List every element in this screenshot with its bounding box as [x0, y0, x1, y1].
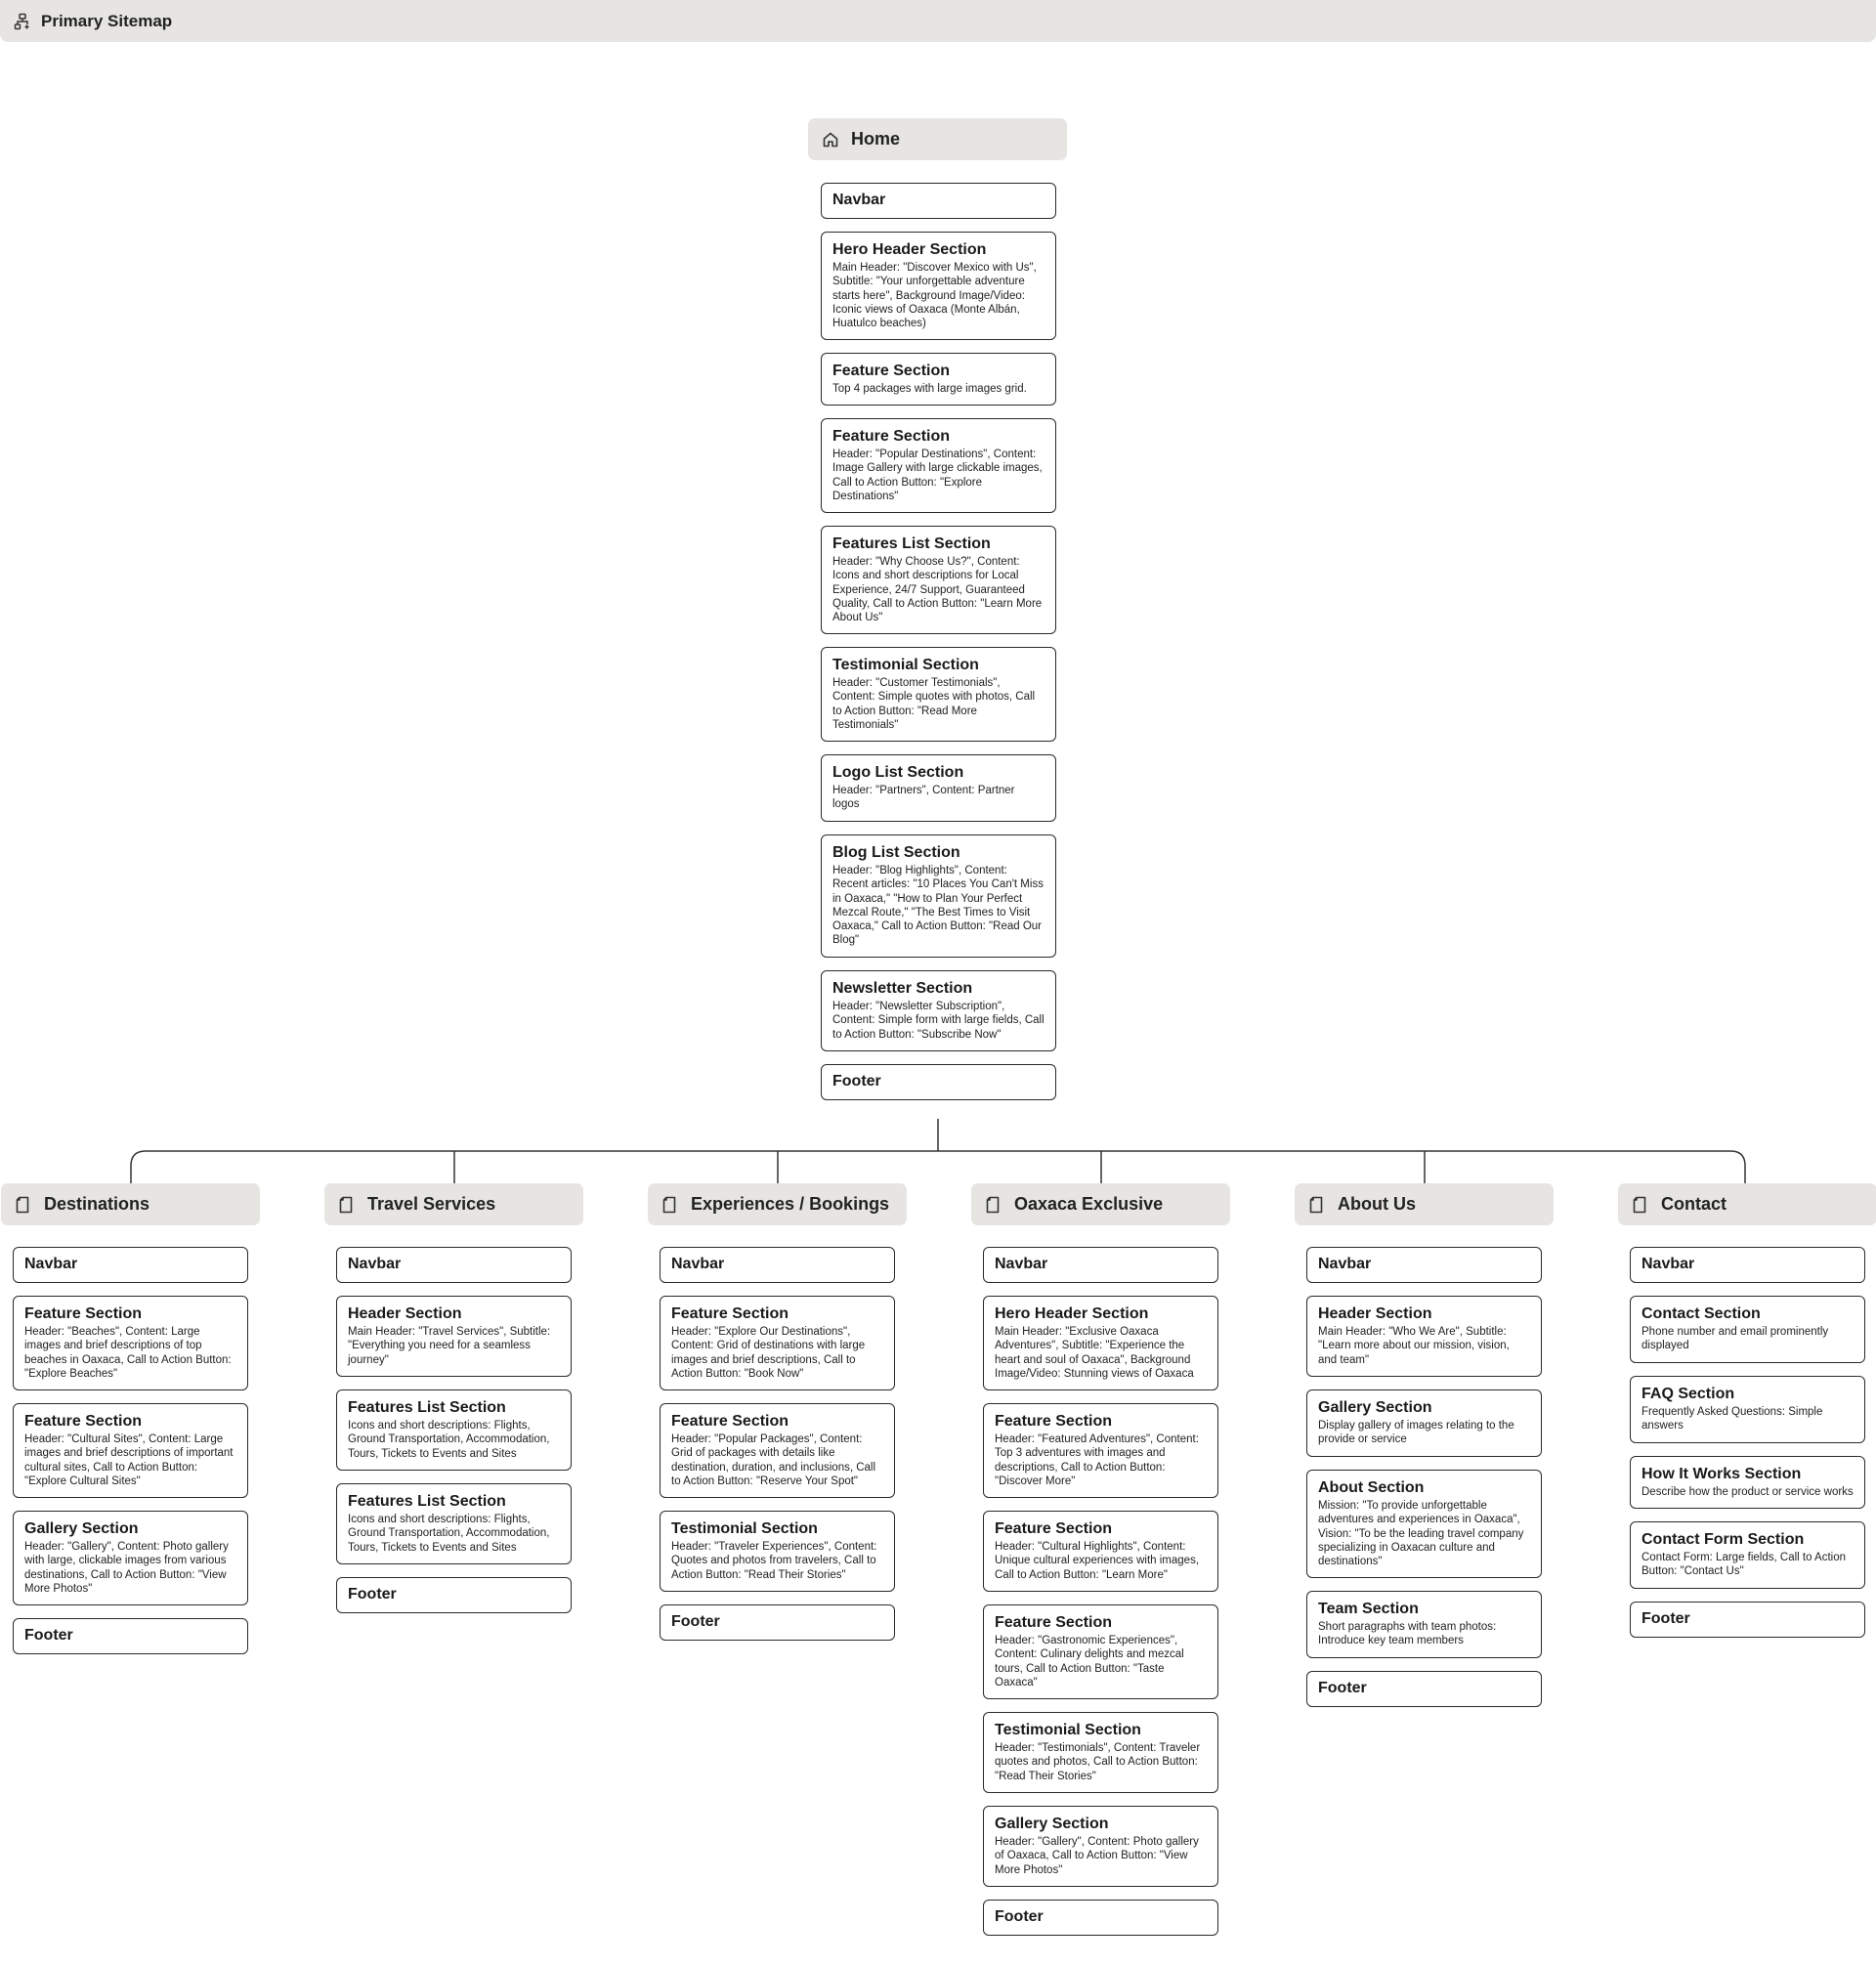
section-card[interactable]: [821, 1064, 1056, 1100]
section-title: Feature Section: [832, 363, 951, 379]
section-card[interactable]: [1306, 1671, 1542, 1707]
section-title: Navbar: [348, 1256, 402, 1272]
section-card[interactable]: [983, 1712, 1218, 1793]
section-description: Header: "Gallery", Content: Photo gallery of Oaxaca, Call to Action Button: "View More Photos": [995, 1836, 1199, 1876]
section-title: Gallery Section: [995, 1816, 1109, 1832]
section-card[interactable]: [983, 1900, 1218, 1936]
page-header-experiences-bookings[interactable]: [648, 1183, 907, 1225]
section-description: Phone number and email prominently displayed: [1642, 1326, 1829, 1352]
page-header-about-us[interactable]: [1295, 1183, 1554, 1225]
section-description: Header: "Partners", Content: Partner logos: [832, 785, 1015, 811]
section-card[interactable]: [13, 1296, 248, 1390]
section-title: Gallery Section: [24, 1520, 139, 1537]
section-title: Hero Header Section: [995, 1305, 1149, 1322]
page-icon: [15, 1196, 32, 1214]
section-card[interactable]: [1630, 1521, 1865, 1589]
section-title: Footer: [671, 1613, 720, 1630]
section-description: Header: "Testimonials", Content: Traveler quotes and photos, Call to Action Button: "Read Their Stories": [995, 1742, 1201, 1782]
section-title: Feature Section: [671, 1305, 789, 1322]
section-card[interactable]: [660, 1247, 895, 1283]
section-card[interactable]: [660, 1296, 895, 1390]
page-icon: [1308, 1196, 1326, 1214]
sitemap-title: Primary Sitemap: [41, 11, 173, 30]
section-title: Newsletter Section: [832, 980, 973, 997]
section-title: Testimonial Section: [832, 657, 979, 673]
section-card[interactable]: [336, 1577, 572, 1613]
section-title: Feature Section: [671, 1413, 789, 1430]
section-card[interactable]: [821, 232, 1056, 340]
section-card[interactable]: [821, 183, 1056, 219]
section-card[interactable]: [821, 754, 1056, 822]
section-description: Header: "Blog Highlights", Content: Recent articles: "10 Places You Can't Miss in Oaxaca," "How to Plan Your Perfect Mezcal Route," "The Best Times to Visit Oaxaca," Call to Action Button: "Read Our Blog": [832, 865, 1044, 947]
section-title: Navbar: [671, 1256, 725, 1272]
section-title: Header Section: [1318, 1305, 1432, 1322]
section-title: Footer: [24, 1627, 73, 1644]
section-title: Feature Section: [995, 1413, 1113, 1430]
section-description: Header: "Newsletter Subscription", Content: Simple form with large fields, Call to Action Button: "Subscribe Now": [832, 1001, 1045, 1041]
section-card[interactable]: [1306, 1296, 1542, 1377]
section-title: Contact Form Section: [1642, 1531, 1805, 1548]
section-title: Blog List Section: [832, 844, 960, 861]
section-description: Main Header: "Travel Services", Subtitle: "Everything you need for a seamless journey": [348, 1326, 551, 1366]
section-title: Navbar: [995, 1256, 1048, 1272]
section-title: Feature Section: [24, 1305, 143, 1322]
page-header-home[interactable]: [808, 118, 1067, 160]
section-card[interactable]: [1630, 1376, 1865, 1443]
section-description: Header: "Gallery", Content: Photo gallery with large, clickable images from various destinations, Call to Action Button: "View More Photos": [24, 1541, 229, 1595]
section-card[interactable]: [336, 1296, 572, 1377]
section-card[interactable]: [983, 1296, 1218, 1390]
section-description: Header: "Popular Packages", Content: Grid of packages with details like destination, duration, and inclusions, Call to Action Button: "Reserve Your Spot": [671, 1433, 876, 1487]
section-title: How It Works Section: [1642, 1466, 1802, 1482]
page-header-contact[interactable]: [1618, 1183, 1876, 1225]
section-title: About Section: [1318, 1479, 1425, 1496]
section-description: Top 4 packages with large images grid.: [832, 383, 1027, 395]
section-description: Header: "Cultural Sites", Content: Large images and brief descriptions of important cultural sites, Call to Action Button: "Explore Cultural Sites": [24, 1433, 234, 1487]
section-card[interactable]: [1306, 1470, 1542, 1578]
section-description: Header: "Why Choose Us?", Content: Icons and short descriptions for Local Experience, 24/7 Support, Guaranteed Quality, Call to Action Button: "Learn More About Us": [832, 556, 1043, 624]
section-description: Header: "Gastronomic Experiences", Content: Culinary delights and mezcal tours, Call to Action Button: "Taste Oaxaca": [995, 1635, 1184, 1688]
section-card[interactable]: [983, 1806, 1218, 1887]
page-title: Oaxaca Exclusive: [1014, 1194, 1164, 1214]
section-card[interactable]: [821, 834, 1056, 958]
section-title: Footer: [995, 1908, 1044, 1925]
section-description: Main Header: "Who We Are", Subtitle: "Learn more about our mission, vision, and team": [1318, 1326, 1510, 1366]
section-description: Main Header: "Discover Mexico with Us", Subtitle: "Your unforgettable adventure starts here", Background Image/Video: Iconic views of Oaxaca (Monte Albán, Huatulco beaches): [832, 262, 1037, 330]
section-card[interactable]: [983, 1403, 1218, 1498]
section-title: Hero Header Section: [832, 241, 987, 258]
section-description: Header: "Traveler Experiences", Content: Quotes and photos from travelers, Call to Action Button: "Read Their Stories": [671, 1541, 877, 1581]
section-card[interactable]: [336, 1247, 572, 1283]
section-description: Short paragraphs with team photos: Introduce key team members: [1318, 1621, 1497, 1647]
section-description: Header: "Explore Our Destinations", Content: Grid of destinations with large images and brief descriptions, Call to Action Button: "Book Now": [671, 1326, 866, 1380]
section-title: FAQ Section: [1642, 1386, 1735, 1402]
page-header-oaxaca-exclusive[interactable]: [971, 1183, 1230, 1225]
section-card[interactable]: [1630, 1247, 1865, 1283]
section-card[interactable]: [821, 526, 1056, 634]
section-title: Footer: [1642, 1610, 1690, 1627]
section-card[interactable]: [13, 1618, 248, 1654]
section-title: Features List Section: [348, 1493, 506, 1510]
section-title: Feature Section: [995, 1520, 1113, 1537]
section-description: Mission: "To provide unforgettable adventures and experiences in Oaxaca", Vision: "To be the leading travel company specializing in Oaxacan culture and destinations": [1318, 1500, 1524, 1568]
section-title: Footer: [348, 1586, 397, 1603]
section-description: Header: "Featured Adventures", Content: Top 3 adventures with images and descriptions, Call to Action Button: "Discover More": [995, 1433, 1199, 1487]
section-card[interactable]: [660, 1511, 895, 1592]
section-description: Frequently Asked Questions: Simple answers: [1642, 1406, 1823, 1432]
section-description: Header: "Customer Testimonials", Content: Simple quotes with photos, Call to Action Button: "Read More Testimonials": [832, 677, 1036, 731]
page-icon: [338, 1196, 356, 1214]
page-title: Contact: [1661, 1194, 1727, 1214]
section-description: Header: "Popular Destinations", Content: Image Gallery with large clickable images, Call to Action Button: "Explore Destinations": [832, 449, 1043, 502]
section-title: Navbar: [1318, 1256, 1372, 1272]
section-card[interactable]: [821, 647, 1056, 742]
section-card[interactable]: [983, 1511, 1218, 1592]
section-title: Gallery Section: [1318, 1399, 1432, 1416]
section-card[interactable]: [336, 1483, 572, 1564]
section-card[interactable]: [1306, 1389, 1542, 1457]
section-description: Icons and short descriptions: Flights, Ground Transportation, Accommodation, Tours, Tickets to Events and Sites: [348, 1514, 550, 1554]
section-description: Main Header: "Exclusive Oaxaca Adventures", Subtitle: "Experience the heart and soul of Oaxaca", Background Image/Video: Stunning views of Oaxaca: [995, 1326, 1194, 1380]
section-card[interactable]: [13, 1511, 248, 1605]
section-description: Describe how the product or service works: [1642, 1486, 1854, 1498]
home-icon: [822, 131, 839, 149]
section-title: Feature Section: [832, 428, 951, 445]
section-card[interactable]: [1630, 1602, 1865, 1638]
section-card[interactable]: [660, 1403, 895, 1498]
section-title: Team Section: [1318, 1601, 1419, 1617]
section-card[interactable]: [1630, 1456, 1865, 1509]
section-title: Header Section: [348, 1305, 462, 1322]
section-card[interactable]: [1306, 1591, 1542, 1658]
section-title: Features List Section: [832, 535, 991, 552]
page-title: Home: [851, 129, 901, 149]
section-card[interactable]: [13, 1247, 248, 1283]
section-title: Testimonial Section: [671, 1520, 818, 1537]
section-card[interactable]: [336, 1389, 572, 1471]
section-title: Navbar: [1642, 1256, 1695, 1272]
section-description: Header: "Cultural Highlights", Content: Unique cultural experiences with images, Call to Action Button: "Learn More": [995, 1541, 1200, 1581]
section-title: Feature Section: [24, 1413, 143, 1430]
section-description: Header: "Beaches", Content: Large images and brief descriptions of top beaches in Oaxaca, Call to Action Button: "Explore Beaches": [24, 1326, 232, 1380]
section-title: Features List Section: [348, 1399, 506, 1416]
section-title: Footer: [1318, 1680, 1367, 1696]
section-title: Logo List Section: [832, 764, 964, 781]
page-header-destinations[interactable]: [1, 1183, 260, 1225]
section-title: Testimonial Section: [995, 1722, 1141, 1738]
section-card[interactable]: [13, 1403, 248, 1498]
section-card[interactable]: [660, 1604, 895, 1641]
page-title: Destinations: [44, 1194, 150, 1214]
section-card[interactable]: [821, 970, 1056, 1051]
section-title: Navbar: [24, 1256, 78, 1272]
page-icon: [985, 1196, 1002, 1214]
section-card[interactable]: [1306, 1247, 1542, 1283]
page-header-travel-services[interactable]: [324, 1183, 583, 1225]
page-icon: [1632, 1196, 1649, 1214]
page-title: About Us: [1338, 1194, 1416, 1214]
section-title: Feature Section: [995, 1614, 1113, 1631]
section-card[interactable]: [1630, 1296, 1865, 1363]
section-title: Footer: [832, 1073, 881, 1090]
sitemap-toolbar: [0, 0, 1876, 42]
page-title: Travel Services: [367, 1194, 496, 1214]
section-description: Display gallery of images relating to the provide or service: [1318, 1420, 1514, 1446]
section-description: Contact Form: Large fields, Call to Action Button: "Contact Us": [1642, 1552, 1847, 1578]
section-card[interactable]: [983, 1604, 1218, 1699]
section-description: Icons and short descriptions: Flights, Ground Transportation, Accommodation, Tours, Tickets to Events and Sites: [348, 1420, 550, 1460]
section-title: Contact Section: [1642, 1305, 1761, 1322]
page-icon: [661, 1196, 679, 1214]
section-card[interactable]: [821, 418, 1056, 513]
section-card[interactable]: [983, 1247, 1218, 1283]
section-card[interactable]: [821, 353, 1056, 406]
page-title: Experiences / Bookings: [691, 1194, 890, 1214]
sitemap-icon: [14, 13, 31, 30]
section-title: Navbar: [832, 192, 886, 208]
